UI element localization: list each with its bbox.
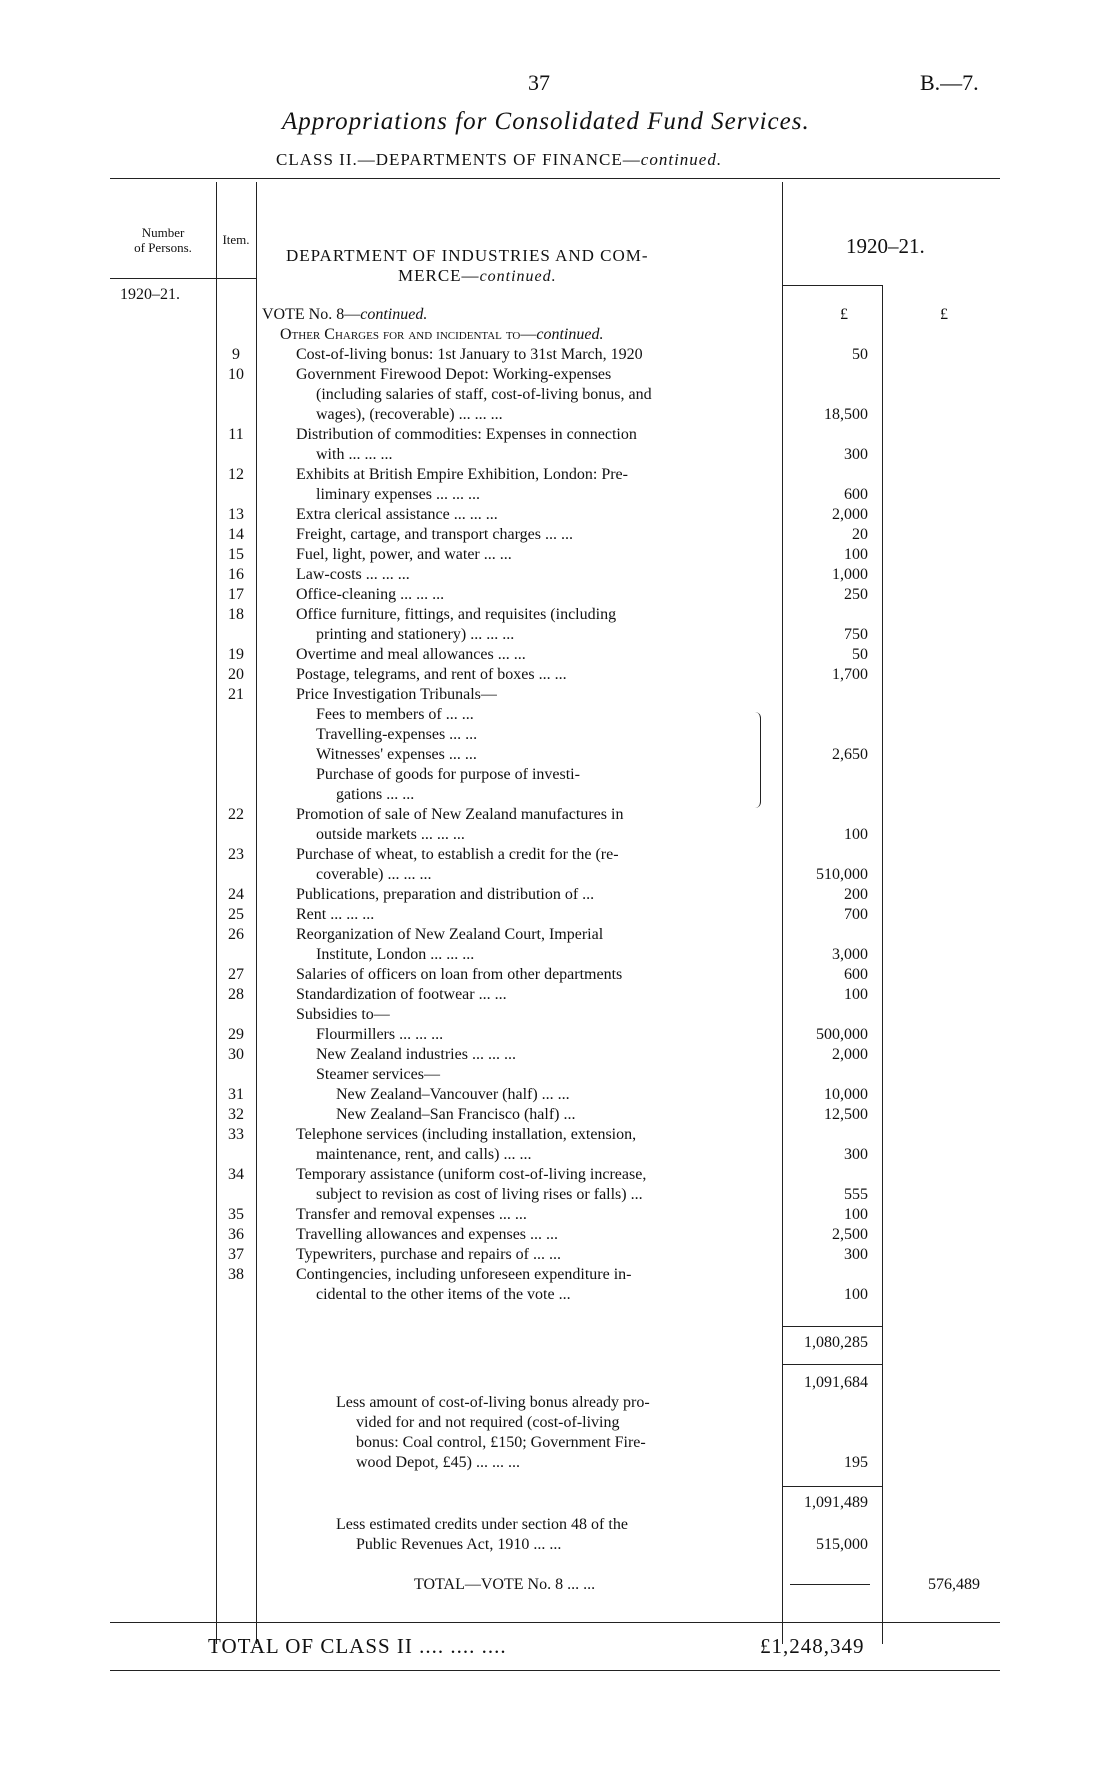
year-column-header: 1920–21. — [846, 234, 925, 258]
item-amount: 1,700 — [832, 666, 868, 683]
item-amount: 600 — [844, 486, 868, 503]
item-number: 23 — [228, 846, 244, 863]
less-credits-line: Public Revenues Act, 1910 ... ... — [356, 1536, 562, 1553]
item-number: 29 — [228, 1026, 244, 1043]
persons-label-line2: of Persons. — [134, 240, 192, 255]
steamer-amount: 10,000 — [824, 1086, 868, 1103]
less-bonus-line: vided for and not required (cost-of-living — [356, 1414, 620, 1431]
item-description-line: Office-cleaning ... ... ... — [296, 586, 445, 603]
item-amount: 1,000 — [832, 566, 868, 583]
steamer-heading: Steamer services— — [316, 1066, 440, 1083]
item-description-line: Telephone services (including installation, extension, — [296, 1126, 637, 1143]
subsidies-heading: Subsidies to— — [296, 1006, 390, 1023]
item-number: 34 — [228, 1166, 244, 1183]
less-credits-amount: 515,000 — [816, 1536, 868, 1553]
item-description-line: Exhibits at British Empire Exhibition, London: Pre- — [296, 466, 628, 483]
persons-label-line1: Number — [141, 225, 185, 240]
item-description-line: Price Investigation Tribunals— — [296, 686, 497, 703]
item-number: 38 — [228, 1266, 244, 1283]
item-amount: 50 — [852, 346, 868, 363]
less-bonus-line: Less amount of cost-of-living bonus already pro- — [336, 1394, 650, 1411]
item-number: 27 — [228, 966, 244, 983]
item-description-line: Fuel, light, power, and water ... ... — [296, 546, 512, 563]
item-description-line: Salaries of officers on loan from other departments — [296, 966, 623, 983]
item-description-line: Temporary assistance (uniform cost-of-living increase, — [296, 1166, 647, 1183]
less-bonus-amount: 195 — [844, 1454, 868, 1471]
item-number: 32 — [228, 1106, 244, 1123]
item-number: 30 — [228, 1046, 244, 1063]
item-description-line: (including salaries of staff, cost-of-living bonus, and — [316, 386, 652, 403]
item-description-line: Standardization of footwear ... ... — [296, 986, 507, 1003]
item-number: 13 — [228, 506, 244, 523]
item-description-line: Law-costs ... ... ... — [296, 566, 410, 583]
item-description-line: wages), (recoverable) ... ... ... — [316, 406, 503, 423]
tribunal-subitem-line: gations ... ... — [336, 786, 415, 803]
item-number: 19 — [228, 646, 244, 663]
item-description-line: Government Firewood Depot: Working-expenses — [296, 366, 612, 383]
item-number: 14 — [228, 526, 244, 543]
item-number: 28 — [228, 986, 244, 1003]
item-description-line: Freight, cartage, and transport charges ... ... — [296, 526, 573, 543]
item-number: 11 — [228, 426, 244, 443]
item-description-line: liminary expenses ... ... ... — [316, 486, 480, 503]
item-description-line: with ... ... ... — [316, 446, 393, 463]
tribunal-subitem-line: Witnesses' expenses ... ... — [316, 746, 477, 763]
item-number: 16 — [228, 566, 244, 583]
item-description-line: Transfer and removal expenses ... ... — [296, 1206, 527, 1223]
tribunal-subitem-line: Travelling-expenses ... ... — [316, 726, 478, 743]
total-class-label: TOTAL OF CLASS II .... .... .... — [208, 1634, 507, 1658]
other-charges-main: Other Charges for and incidental to— — [280, 326, 537, 343]
item-description-line: outside markets ... ... ... — [316, 826, 465, 843]
total-vote-amount: 576,489 — [928, 1576, 980, 1593]
subsidy-description: New Zealand industries ... ... ... — [316, 1046, 516, 1063]
item-amount: 20 — [852, 526, 868, 543]
item-description-line: Cost-of-living bonus: 1st January to 31st March, 1920 — [296, 346, 643, 363]
item-description-line: Promotion of sale of New Zealand manufactures in — [296, 806, 624, 823]
tribunal-subitem-line: Fees to members of ... ... — [316, 706, 474, 723]
item-number: 15 — [228, 546, 244, 563]
item-number: 36 — [228, 1226, 244, 1243]
item-description-line: Contingencies, including unforeseen expenditure in- — [296, 1266, 632, 1283]
item-amount: 50 — [852, 646, 868, 663]
item-description-line: subject to revision as cost of living rises or falls) ... — [316, 1186, 643, 1203]
class-title-main: CLASS II.—DEPARTMENTS OF FINANCE— — [276, 150, 641, 169]
item-number: 18 — [228, 606, 244, 623]
vote-label-main: VOTE No. 8— — [262, 306, 361, 323]
item-amount: 300 — [844, 446, 868, 463]
item-amount: 3,000 — [832, 946, 868, 963]
item-amount: 100 — [844, 826, 868, 843]
item-amount: 18,500 — [824, 406, 868, 423]
department-header-line2 — [398, 266, 557, 286]
item-number: 31 — [228, 1086, 244, 1103]
item-amount: 510,000 — [816, 866, 868, 883]
item-number: 37 — [228, 1246, 244, 1263]
subsidy-amount: 500,000 — [816, 1026, 868, 1043]
total-class-amount: £1,248,349 — [760, 1634, 865, 1658]
item-amount: 300 — [844, 1146, 868, 1163]
item-amount: 700 — [844, 906, 868, 923]
steamer-amount: 12,500 — [824, 1106, 868, 1123]
item-description-line: Distribution of commodities: Expenses in connection — [296, 426, 637, 443]
item-number: 24 — [228, 886, 244, 903]
item-amount: 100 — [844, 1206, 868, 1223]
item-description-line: cidental to the other items of the vote ... — [316, 1286, 571, 1303]
subtotal-3: 1,091,489 — [804, 1494, 868, 1511]
item-amount: 300 — [844, 1246, 868, 1263]
pound-sign-items: £ — [840, 306, 848, 323]
total-vote-label: TOTAL—VOTE No. 8 ... ... — [414, 1576, 596, 1593]
other-charges-italic: continued. — [536, 326, 604, 343]
item-number: 26 — [228, 926, 244, 943]
department-header-line1: DEPARTMENT OF INDUSTRIES AND COM- — [286, 246, 649, 265]
item-number: 10 — [228, 366, 244, 383]
less-credits-line: Less estimated credits under section 48 of the — [336, 1516, 628, 1533]
item-number: 9 — [232, 346, 240, 363]
item-description-line: Overtime and meal allowances ... ... — [296, 646, 526, 663]
steamer-description: New Zealand–Vancouver (half) ... ... — [336, 1086, 570, 1103]
vote-label-italic: continued. — [360, 306, 428, 323]
subsidy-description: Flourmillers ... ... ... — [316, 1026, 444, 1043]
item-description-line: Office furniture, fittings, and requisites (including — [296, 606, 617, 623]
tribunal-brace — [752, 712, 761, 808]
item-amount: 200 — [844, 886, 868, 903]
item-number: 35 — [228, 1206, 244, 1223]
item-description-line: Reorganization of New Zealand Court, Imperial — [296, 926, 604, 943]
item-amount: 2,000 — [832, 506, 868, 523]
persons-year: 1920–21. — [120, 286, 180, 303]
item-number: 22 — [228, 806, 244, 823]
subtotal-1: 1,080,285 — [804, 1334, 868, 1351]
less-bonus-line: wood Depot, £45) ... ... ... — [356, 1454, 520, 1471]
item-amount: 100 — [844, 986, 868, 1003]
less-bonus-line: bonus: Coal control, £150; Government Fire- — [356, 1434, 646, 1451]
item-description-line: Rent ... ... ... — [296, 906, 375, 923]
class-title — [276, 150, 722, 170]
subsidy-amount: 2,000 — [832, 1046, 868, 1063]
item-amount: 100 — [844, 1286, 868, 1303]
page-number: 37 — [528, 70, 550, 95]
item-description-line: Postage, telegrams, and rent of boxes ... ... — [296, 666, 567, 683]
item-description-line: maintenance, rent, and calls) ... ... — [316, 1146, 532, 1163]
department-header-italic: continued. — [479, 268, 557, 285]
item-description-line: Purchase of wheat, to establish a credit for the (re- — [296, 846, 619, 863]
item-amount: 555 — [844, 1186, 868, 1203]
item-number: 21 — [228, 686, 244, 703]
tribunal-amount: 2,650 — [832, 746, 868, 763]
item-number: 17 — [228, 586, 244, 603]
item-description-line: printing and stationery) ... ... ... — [316, 626, 515, 643]
subtotal-2: 1,091,684 — [804, 1374, 868, 1391]
item-column-header: Item. — [222, 232, 250, 247]
item-number: 20 — [228, 666, 244, 683]
other-charges-heading — [280, 326, 603, 344]
item-description-line: coverable) ... ... ... — [316, 866, 432, 883]
pound-sign-totals: £ — [940, 306, 948, 323]
item-description-line: Travelling allowances and expenses ... ... — [296, 1226, 559, 1243]
item-amount: 2,500 — [832, 1226, 868, 1243]
item-amount: 100 — [844, 546, 868, 563]
item-description-line: Extra clerical assistance ... ... ... — [296, 506, 498, 523]
item-description-line: Typewriters, purchase and repairs of ... ... — [296, 1246, 562, 1263]
vote-label — [262, 306, 427, 324]
page-title: Appropriations for Consolidated Fund Services. — [282, 108, 810, 135]
department-header-main: MERCE— — [398, 266, 480, 285]
item-description-line: Institute, London ... ... ... — [316, 946, 475, 963]
item-number: 33 — [228, 1126, 244, 1143]
persons-column-header — [112, 225, 214, 255]
steamer-description: New Zealand–San Francisco (half) ... — [336, 1106, 576, 1123]
item-amount: 600 — [844, 966, 868, 983]
document-reference: B.—7. — [920, 70, 979, 95]
tribunal-subitem-line: Purchase of goods for purpose of investi- — [316, 766, 580, 783]
item-number: 12 — [228, 466, 244, 483]
item-amount: 250 — [844, 586, 868, 603]
class-title-italic: continued. — [640, 150, 723, 169]
item-description-line: Publications, preparation and distribution of ... — [296, 886, 595, 903]
item-amount: 750 — [844, 626, 868, 643]
item-number: 25 — [228, 906, 244, 923]
